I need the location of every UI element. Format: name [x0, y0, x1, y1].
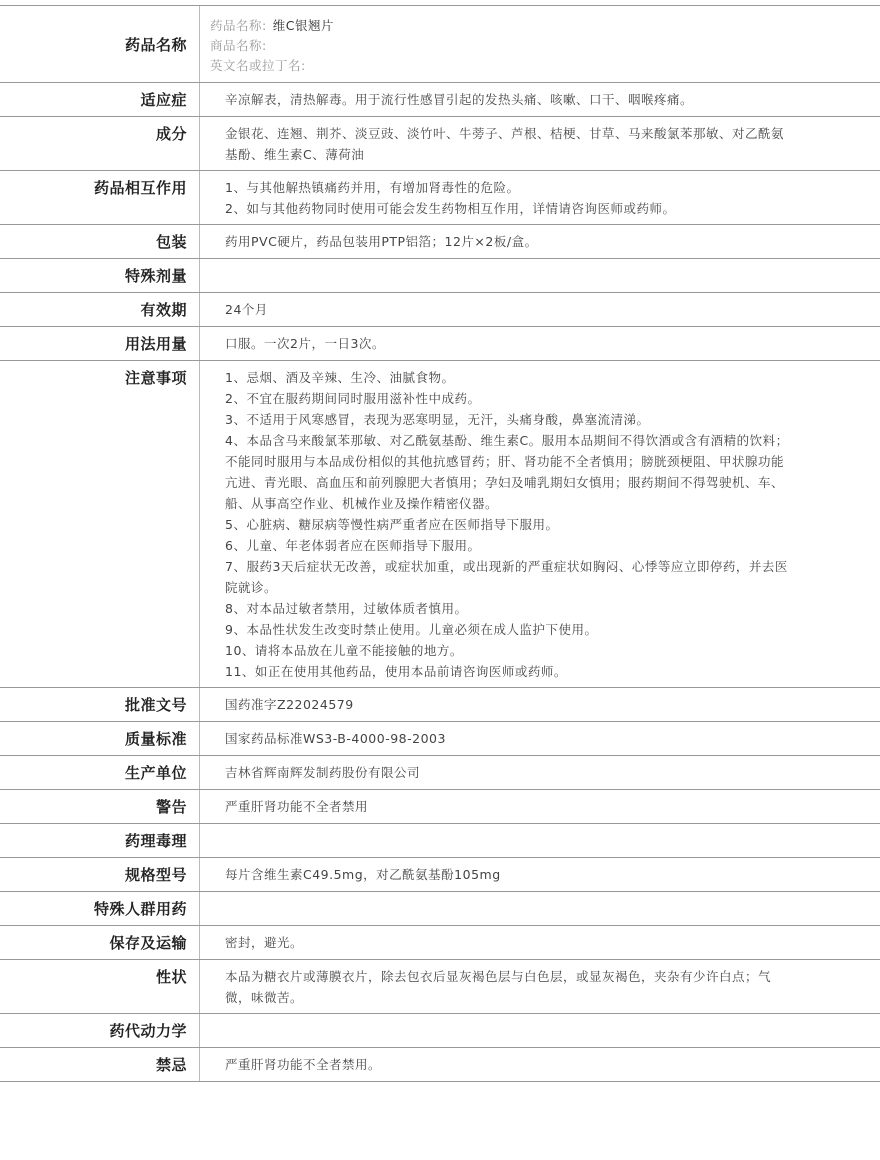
row-label: 注意事项: [0, 361, 200, 687]
row-value: [200, 83, 880, 116]
row-value: [200, 722, 880, 755]
drug-name-line: [210, 16, 880, 36]
row-label: 生产单位: [0, 756, 200, 789]
name-key: 商品名称:: [210, 38, 267, 53]
row-value: [200, 225, 880, 258]
row-label: 用法用量: [0, 327, 200, 360]
table-row: [0, 117, 880, 171]
value-line: 1、与其他解热镇痛药并用，有增加肾毒性的危险。: [225, 180, 520, 195]
row-value: [200, 688, 880, 721]
name-key: 英文名或拉丁名:: [210, 58, 306, 73]
table-row: [0, 1048, 880, 1082]
value-line: 本品为糖衣片或薄膜衣片，除去包衣后显灰褐色层与白色层，或显灰褐色，夹杂有少许白点；气微，味微苦。: [225, 969, 772, 1005]
table-row: [0, 858, 880, 892]
name-key: 药品名称:: [210, 18, 267, 33]
value-line: [225, 830, 790, 851]
table-row: [0, 171, 880, 225]
row-label: 药理毒理: [0, 824, 200, 857]
value-line: 严重肝肾功能不全者禁用: [225, 799, 369, 814]
table-row-drug-name: [0, 6, 880, 83]
value-line: 国家药品标准WS3-B-4000-98-2003: [225, 731, 446, 746]
row-label: 药品相互作用: [0, 171, 200, 224]
value-line: 8、对本品过敏者禁用，过敏体质者慎用。: [225, 601, 468, 616]
value-line: 辛凉解表，清热解毒。用于流行性感冒引起的发热头痛、咳嗽、口干、咽喉疼痛。: [225, 92, 694, 107]
row-value: [200, 361, 880, 687]
table-row: [0, 327, 880, 361]
value-line: 24个月: [225, 302, 268, 317]
row-label: 成分: [0, 117, 200, 170]
row-label: 药代动力学: [0, 1014, 200, 1047]
value-line: [225, 265, 790, 286]
table-row: [0, 1014, 880, 1048]
table-row: [0, 960, 880, 1014]
table-row: [0, 756, 880, 790]
value-line: 11、如正在使用其他药品，使用本品前请咨询医师或药师。: [225, 664, 567, 679]
table-row: [0, 83, 880, 117]
value-line: 药用PVC硬片，药品包装用PTP铝箔；12片×2板/盒。: [225, 234, 538, 249]
row-value: [200, 960, 880, 1013]
name-value: 维C银翘片: [272, 18, 334, 33]
row-label: 药品名称: [0, 6, 200, 82]
row-label: 禁忌: [0, 1048, 200, 1081]
row-value: [200, 171, 880, 224]
table-row: [0, 259, 880, 293]
row-value: [200, 1014, 880, 1047]
value-line: 严重肝肾功能不全者禁用。: [225, 1057, 382, 1072]
row-label: 保存及运输: [0, 926, 200, 959]
row-value: [200, 293, 880, 326]
table-row: [0, 824, 880, 858]
row-value: [200, 892, 880, 925]
table-row: [0, 926, 880, 960]
row-value: [200, 926, 880, 959]
value-line: 3、不适用于风寒感冒，表现为恶寒明显，无汗，头痛身酸，鼻塞流清涕。: [225, 412, 650, 427]
value-line: 10、请将本品放在儿童不能接触的地方。: [225, 643, 463, 658]
row-label: 有效期: [0, 293, 200, 326]
value-line: 9、本品性状发生改变时禁止使用。儿童必须在成人监护下使用。: [225, 622, 598, 637]
row-label: 批准文号: [0, 688, 200, 721]
row-label: 规格型号: [0, 858, 200, 891]
value-line: 4、本品含马来酸氯苯那敏、对乙酰氨基酚、维生素C。服用本品期间不得饮酒或含有酒精的饮料；不能同时服用与本品成份相似的其他抗感冒药；肝、肾功能不全者慎用；膀胱颈梗阻、甲状腺功能亢进、青光眼、高血压和前列腺肥大者慎用；孕妇及哺乳期妇女慎用；服药期间不得驾驶机、车、船、从事高空作业、机械作业及操作精密仪器。: [225, 433, 789, 511]
row-value: [200, 327, 880, 360]
row-value: [200, 1048, 880, 1081]
table-row: [0, 293, 880, 327]
value-line: 吉林省辉南辉发制药股份有限公司: [225, 765, 421, 780]
value-line: 密封，避光。: [225, 935, 304, 950]
row-label: 适应症: [0, 83, 200, 116]
value-line: [225, 898, 790, 919]
value-line: 每片含维生素C49.5mg，对乙酰氨基酚105mg: [225, 867, 501, 882]
row-label: 性状: [0, 960, 200, 1013]
latin-name-line: [210, 56, 880, 76]
trade-name-line: [210, 36, 880, 56]
row-value: [200, 756, 880, 789]
value-line: [225, 1020, 790, 1041]
row-value: [200, 259, 880, 292]
table-row: [0, 892, 880, 926]
row-label: 质量标准: [0, 722, 200, 755]
row-label: 警告: [0, 790, 200, 823]
table-row: [0, 225, 880, 259]
table-row: [0, 790, 880, 824]
value-line: 口服。一次2片，一日3次。: [225, 336, 385, 351]
table-row: [0, 722, 880, 756]
row-value: [200, 6, 880, 82]
value-line: 7、服药3天后症状无改善，或症状加重，或出现新的严重症状如胸闷、心悸等应立即停药，并去医院就诊。: [225, 559, 788, 595]
row-value: [200, 858, 880, 891]
drug-info-table: [0, 5, 880, 1082]
value-line: 金银花、连翘、荆芥、淡豆豉、淡竹叶、牛蒡子、芦根、桔梗、甘草、马来酸氯苯那敏、对乙酰氨基酚、维生素C、薄荷油: [225, 126, 785, 162]
table-row: [0, 361, 880, 688]
row-label: 特殊人群用药: [0, 892, 200, 925]
table-body: [0, 83, 880, 1082]
table-row: [0, 688, 880, 722]
row-value: [200, 117, 880, 170]
value-line: 1、忌烟、酒及辛辣、生冷、油腻食物。: [225, 370, 455, 385]
row-label: 特殊剂量: [0, 259, 200, 292]
row-value: [200, 790, 880, 823]
value-line: 国药准字Z22024579: [225, 697, 354, 712]
value-line: 2、如与其他药物同时使用可能会发生药物相互作用，详情请咨询医师或药师。: [225, 201, 676, 216]
value-line: 2、不宜在服药期间同时服用滋补性中成药。: [225, 391, 481, 406]
value-line: 5、心脏病、糖尿病等慢性病严重者应在医师指导下服用。: [225, 517, 559, 532]
row-label: 包装: [0, 225, 200, 258]
row-value: [200, 824, 880, 857]
value-line: 6、儿童、年老体弱者应在医师指导下服用。: [225, 538, 481, 553]
